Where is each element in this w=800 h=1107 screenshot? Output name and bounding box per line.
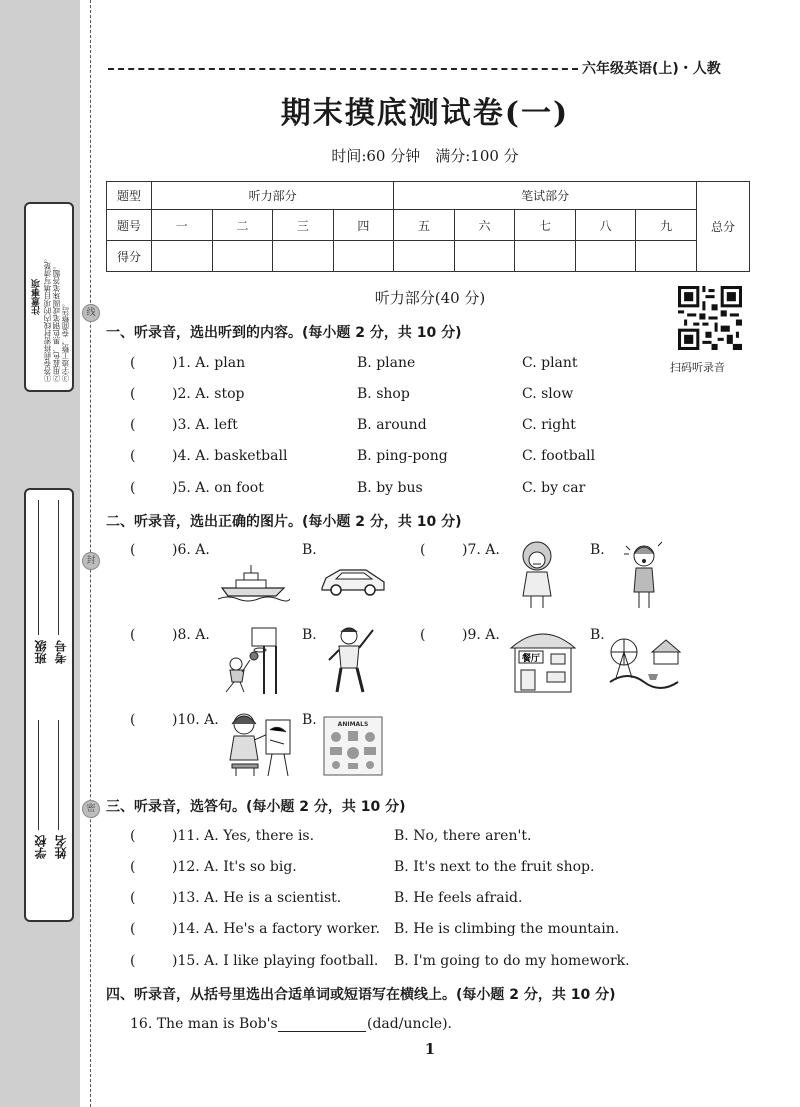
answer-paren[interactable]: (	[130, 859, 136, 875]
option-a: )3. A. left	[172, 417, 238, 433]
answer-blank[interactable]	[278, 1031, 366, 1032]
option-a: )4. A. basketball	[172, 448, 288, 464]
qr-caption: 扫码听录音	[670, 361, 725, 374]
answer-paren[interactable]: (	[130, 417, 136, 433]
question-16-text: 16. The man is Bob's	[130, 1016, 278, 1032]
school-label: 学校	[34, 835, 48, 859]
score-input[interactable]	[333, 241, 394, 272]
restaurant-sign: 餐厅	[521, 654, 541, 664]
option-b-label: B.	[302, 712, 317, 728]
exam-meta: 时间:60 分钟 满分:100 分	[331, 147, 519, 165]
option-c: C. slow	[522, 386, 574, 402]
answer-paren[interactable]: (	[130, 448, 136, 464]
score-table-cell: 三	[273, 210, 334, 241]
option-a: )1. A. plan	[172, 355, 246, 371]
listening-title: 听力部分(40 分)	[374, 289, 486, 307]
poster-title: ANIMALS	[337, 721, 369, 728]
score-input[interactable]	[636, 241, 697, 272]
scared-girl-icon[interactable]	[622, 540, 666, 612]
option-c: C. football	[522, 448, 596, 464]
student-info-box	[24, 488, 74, 922]
score-table-cell: 八	[575, 210, 636, 241]
question-16-options: (dad/uncle).	[367, 1016, 452, 1032]
option-b-label: B.	[590, 627, 605, 643]
series-label: 六年级英语(上)・人教	[582, 61, 721, 77]
answer-paren[interactable]: (	[130, 828, 136, 844]
class-label: 班级	[34, 640, 48, 664]
score-input[interactable]	[273, 241, 334, 272]
answer-paren[interactable]: (	[130, 921, 136, 937]
seal-mark: 线	[82, 304, 100, 322]
answer-paren[interactable]: (	[130, 542, 136, 558]
restaurant-icon[interactable]	[505, 624, 581, 696]
score-table-cell: 二	[212, 210, 273, 241]
painting-girl-icon[interactable]	[222, 710, 294, 778]
page-number: 1	[424, 1040, 436, 1058]
option-b: B. He is climbing the mountain.	[394, 921, 620, 937]
score-table	[106, 181, 750, 272]
question-9-label: )9. A.	[462, 627, 500, 643]
option-a: )11. A. Yes, there is.	[172, 828, 315, 844]
option-b: B. It's next to the fruit shop.	[394, 859, 595, 875]
notice-line: ②用蓝色、黑色钢笔或圆珠笔答题。	[52, 262, 61, 382]
seal-mark: 密	[82, 800, 100, 818]
name-label: 姓名	[54, 835, 68, 859]
score-input[interactable]	[212, 241, 273, 272]
option-a: )14. A. He's a factory worker.	[172, 921, 380, 937]
score-input[interactable]	[152, 241, 213, 272]
answer-paren[interactable]: (	[130, 890, 136, 906]
score-table-cell: 四	[333, 210, 394, 241]
option-a: )12. A. It's so big.	[172, 859, 297, 875]
option-b: B. shop	[357, 386, 410, 402]
score-input[interactable]	[515, 241, 576, 272]
answer-paren[interactable]: (	[130, 627, 136, 643]
option-b: B. I'm going to do my homework.	[394, 953, 630, 969]
option-b: B. ping-pong	[357, 448, 448, 464]
option-a: )15. A. I like playing football.	[172, 953, 379, 969]
question-8-label: )8. A.	[172, 627, 210, 643]
qr-code-icon[interactable]	[678, 286, 742, 350]
score-table-cell: 九	[636, 210, 697, 241]
class-blank[interactable]	[38, 500, 39, 635]
answer-paren[interactable]: (	[130, 480, 136, 496]
option-c: C. right	[522, 417, 576, 433]
angry-girl-icon[interactable]	[515, 540, 559, 612]
notice-line: ①答卷前将密封线内的项目填写清楚。	[43, 254, 52, 382]
score-table-label: 得分	[107, 241, 152, 272]
page-title: 期末摸底测试卷(一)	[280, 96, 570, 131]
school-blank[interactable]	[38, 720, 39, 830]
option-b: B. around	[357, 417, 427, 433]
score-table-header: 题型	[107, 182, 152, 210]
score-table-cell: 五	[394, 210, 455, 241]
score-input[interactable]	[575, 241, 636, 272]
car-icon[interactable]	[318, 560, 388, 600]
option-c: C. by car	[522, 480, 586, 496]
exam-number-label: 考号	[54, 640, 68, 664]
animal-poster-icon[interactable]	[322, 715, 384, 777]
option-b-label: B.	[590, 542, 605, 558]
section-3-heading: 三、听录音，选答句。(每小题 2 分，共 10 分)	[106, 799, 406, 815]
score-input[interactable]	[454, 241, 515, 272]
score-table-header: 听力部分	[152, 182, 394, 210]
section-2-heading: 二、听录音，选出正确的图片。(每小题 2 分，共 10 分)	[106, 514, 462, 530]
option-b: B. He feels afraid.	[394, 890, 523, 906]
option-a: )13. A. He is a scientist.	[172, 890, 342, 906]
ship-icon[interactable]	[218, 562, 290, 602]
answer-paren[interactable]: (	[420, 542, 426, 558]
option-c: C. plant	[522, 355, 578, 371]
amusement-park-icon[interactable]	[608, 630, 682, 690]
score-table-header: 总分	[697, 182, 750, 272]
answer-paren[interactable]: (	[420, 627, 426, 643]
score-table-label: 题号	[107, 210, 152, 241]
section-1-heading: 一、听录音，选出听到的内容。(每小题 2 分，共 10 分)	[106, 325, 462, 341]
option-a: )5. A. on foot	[172, 480, 264, 496]
option-b-label: B.	[302, 542, 317, 558]
section-4-heading: 四、听录音，从括号里选出合适单词或短语写在横线上。(每小题 2 分，共 10 分)	[106, 987, 616, 1003]
score-table-cell: 一	[152, 210, 213, 241]
seal-mark: 封	[82, 552, 100, 570]
score-table-header: 笔试部分	[394, 182, 697, 210]
option-b-label: B.	[302, 627, 317, 643]
basketball-player-icon[interactable]	[218, 624, 282, 696]
notice-title: 注意事项	[32, 279, 42, 315]
option-a: )2. A. stop	[172, 386, 245, 402]
kung-fu-boy-icon[interactable]	[325, 624, 379, 696]
question-7-label: )7. A.	[462, 542, 500, 558]
option-b: B. No, there aren't.	[394, 828, 532, 844]
answer-paren[interactable]: (	[130, 355, 136, 371]
score-table-cell: 六	[454, 210, 515, 241]
score-table-cell: 七	[515, 210, 576, 241]
question-6-label: )6. A.	[172, 542, 210, 558]
name-blank[interactable]	[58, 720, 59, 830]
question-10-label: )10. A.	[172, 712, 219, 728]
header-divider	[108, 68, 578, 70]
notice-line: ③字迹工整，卷面整洁。	[61, 299, 70, 382]
answer-paren[interactable]: (	[130, 953, 136, 969]
score-input[interactable]	[394, 241, 455, 272]
option-b: B. by bus	[357, 480, 423, 496]
exam-number-blank[interactable]	[58, 500, 59, 635]
option-b: B. plane	[357, 355, 416, 371]
answer-paren[interactable]: (	[130, 712, 136, 728]
answer-paren[interactable]: (	[130, 386, 136, 402]
